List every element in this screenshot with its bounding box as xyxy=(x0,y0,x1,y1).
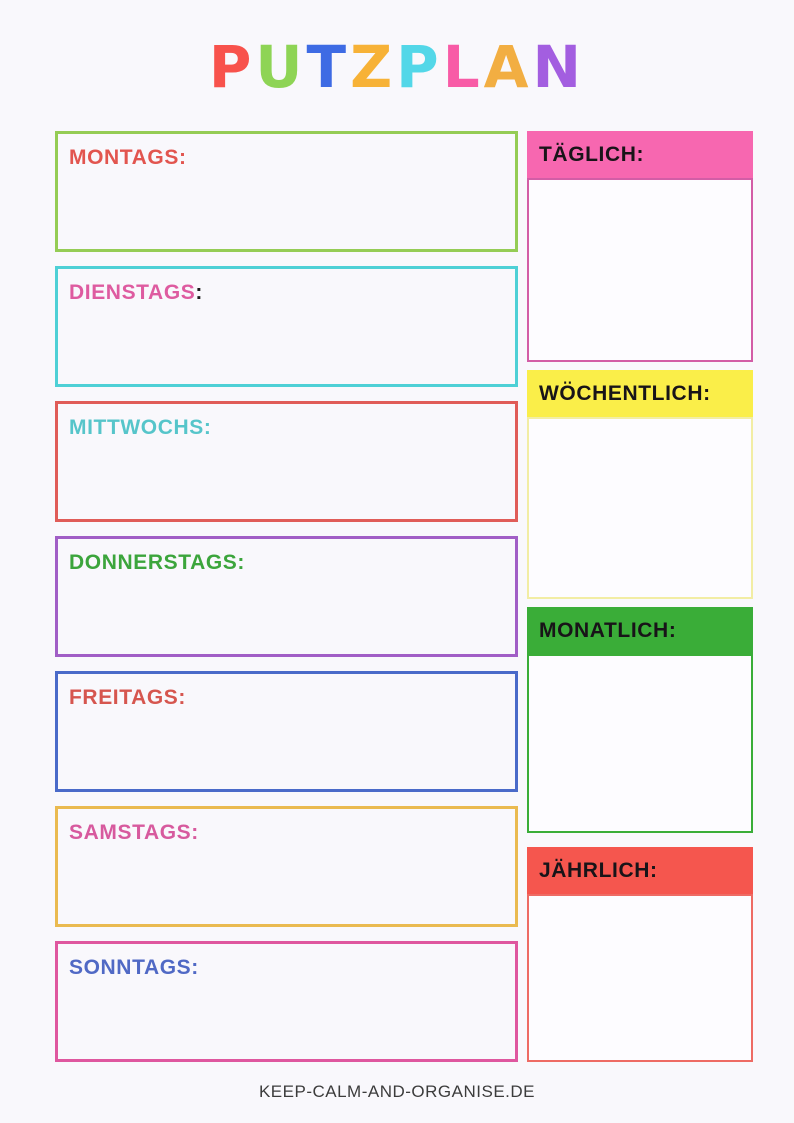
title-letter: U xyxy=(255,33,307,101)
footer-url: KEEP-CALM-AND-ORGANISE.DE xyxy=(258,1082,536,1101)
day-box-freitags xyxy=(55,671,518,792)
freq-label-taeglich: TÄGLICH: xyxy=(539,142,645,166)
freq-section-woechentlich xyxy=(527,370,753,599)
title-letter: Z xyxy=(350,33,397,101)
day-box-mittwochs xyxy=(55,401,518,522)
day-box-dienstags xyxy=(55,266,518,387)
title-letter: P xyxy=(396,33,443,101)
day-label-montags: MONTAGS: xyxy=(69,146,187,169)
title-letter: P xyxy=(208,33,256,101)
day-label-mittwochs: MITTWOCHS: xyxy=(69,416,212,439)
day-box-montags xyxy=(55,131,518,252)
freq-section-monatlich xyxy=(527,607,753,833)
freq-body-monatlich xyxy=(527,654,753,833)
freq-body-woechentlich xyxy=(527,417,753,599)
freq-header-taeglich xyxy=(527,131,753,178)
day-label-donnerstags: DONNERSTAGS: xyxy=(69,551,245,574)
freq-body-jaehrlich xyxy=(527,894,753,1062)
page-title xyxy=(0,33,794,101)
day-box-donnerstags xyxy=(55,536,518,657)
day-label-sonntags: SONNTAGS: xyxy=(69,956,199,979)
day-box-sonntags xyxy=(55,941,518,1062)
day-label-dienstags: DIENSTAGS xyxy=(69,281,196,304)
freq-label-jaehrlich: JÄHRLICH: xyxy=(539,858,658,882)
title-letter: T xyxy=(306,33,351,101)
freq-header-jaehrlich xyxy=(527,847,753,894)
freq-label-woechentlich: WÖCHENTLICH: xyxy=(539,381,711,405)
day-box-samstags xyxy=(55,806,518,927)
title-letter: N xyxy=(532,33,586,101)
title-letter: L xyxy=(442,33,484,101)
day-colon: : xyxy=(195,281,203,304)
freq-header-woechentlich xyxy=(527,370,753,417)
freq-label-monatlich: MONATLICH: xyxy=(539,618,677,642)
weekday-column xyxy=(55,131,518,1076)
day-label-freitags: FREITAGS: xyxy=(69,686,187,709)
freq-header-monatlich xyxy=(527,607,753,654)
frequency-column xyxy=(527,131,753,1062)
title-letter: A xyxy=(483,33,533,101)
freq-body-taeglich xyxy=(527,178,753,362)
freq-section-jaehrlich xyxy=(527,847,753,1062)
day-label-samstags: SAMSTAGS: xyxy=(69,821,199,844)
freq-section-taeglich xyxy=(527,131,753,362)
